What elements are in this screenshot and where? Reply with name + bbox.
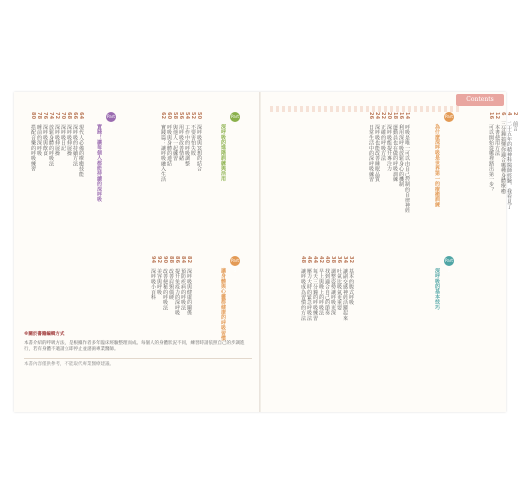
toc-column-part2 bbox=[300, 256, 354, 321]
toc-item[interactable]: 88 改善肩頸僵硬 bbox=[168, 256, 174, 300]
toc-item[interactable]: 56 用呼吸改善情緒 bbox=[178, 112, 184, 161]
toc-column-part5 bbox=[150, 256, 192, 315]
contents-title: Contents bbox=[466, 96, 494, 103]
toc-item[interactable]: 26 日常生活中的深呼吸練習 bbox=[368, 112, 374, 182]
toc-item[interactable]: 36 吐氣比吸氣更重要 bbox=[336, 256, 342, 311]
toc-item[interactable]: 58 與他人一起練習 bbox=[172, 112, 178, 161]
toc-item[interactable]: 16 可以開始從哪裡踏出第一步？ bbox=[488, 112, 494, 193]
toc-item[interactable]: 94 深呼吸小百科 bbox=[150, 256, 156, 300]
toc-column-part1 bbox=[368, 112, 410, 213]
part5-heading: 讓身體與心靈都健康的呼吸習慣 bbox=[220, 268, 226, 341]
toc-item[interactable]: 62 實踐篇：讓呼吸融入生活 bbox=[160, 112, 166, 182]
toc-item[interactable]: 52 不要害怕失敗 bbox=[190, 112, 196, 156]
toc-item[interactable]: 32 基本的腹式呼吸 bbox=[348, 256, 354, 305]
notes-body: 本書介紹的呼吸方法，是根據作者多年臨床經驗整理而成。每個人的身體狀況不同，練習時請依照自己的步調進行，若有身體不適請立即停止並諮詢專業醫師。 bbox=[24, 340, 245, 352]
toc-item[interactable]: 44 每天三分鐘的呼吸練習 bbox=[312, 256, 318, 321]
toc-item[interactable]: 60 呼吸與身體的連結 bbox=[166, 112, 172, 167]
toc-item[interactable]: 84 預防疾病的呼吸法 bbox=[180, 256, 186, 311]
part2-heading: 深呼吸的基本技巧 bbox=[434, 268, 440, 310]
toc-item[interactable]: 92 美容與呼吸 bbox=[156, 256, 162, 295]
toc-item[interactable]: 82 深呼吸與健康的關係 bbox=[186, 256, 192, 316]
decorative-stripes bbox=[270, 106, 460, 112]
toc-item[interactable]: 34 讓副交感神經活躍起來 bbox=[342, 256, 348, 321]
toc-item[interactable]: 50 深呼吸與冥想的結合 bbox=[196, 112, 202, 172]
editorial-notes bbox=[24, 332, 252, 368]
part3-heading: 深呼吸的進階訓練與活用 bbox=[220, 124, 226, 182]
part-badge: Part 2 bbox=[445, 258, 453, 273]
toc-item[interactable]: 40 找到適合自己的節奏 bbox=[324, 256, 330, 316]
part-badge: Part 3 bbox=[231, 114, 239, 129]
toc-column-part4 bbox=[30, 112, 84, 177]
toc-item[interactable]: 42 早上與晚上的呼吸法 bbox=[318, 256, 324, 316]
toc-item[interactable]: 18 運動員也在做的呼吸訓練 bbox=[392, 112, 398, 182]
toc-item[interactable]: 24 深呼吸也能改善睡眠品質 bbox=[374, 112, 380, 182]
contents-tag bbox=[456, 94, 504, 106]
toc-item[interactable]: 16 利用深呼吸放鬆身心的機制 bbox=[398, 112, 404, 187]
toc-item[interactable]: 2 前言 bbox=[512, 112, 518, 132]
toc-item[interactable]: 74 放鬆身體的呼吸法 bbox=[48, 112, 54, 167]
toc-item[interactable]: 66 深呼吸的持續方法 bbox=[72, 112, 78, 167]
toc-item[interactable]: 22 正確的呼吸方法 bbox=[380, 112, 386, 161]
notes-footer: 本書內容僅供參考，不能取代專業醫療建議。 bbox=[24, 358, 252, 369]
toc-item[interactable]: 54 工作中的呼吸調整 bbox=[184, 112, 190, 167]
toc-column-prelude bbox=[488, 112, 518, 209]
toc-item[interactable]: 4 二十五年的精神科醫師經驗，我看見了 bbox=[506, 112, 512, 210]
toc-item[interactable]: 90 改善便秘的呼吸法 bbox=[162, 256, 168, 311]
toc-item[interactable]: 48 讓呼吸成為習慣的方法 bbox=[300, 256, 306, 321]
toc-column-part3 bbox=[160, 112, 202, 182]
part-badge: Part 4 bbox=[107, 114, 115, 129]
notes-title: ※關於書籍編輯方式 bbox=[24, 332, 65, 337]
toc-item[interactable]: 76 深呼吸與飲食 bbox=[42, 112, 48, 156]
part-badge: Part 1 bbox=[445, 114, 453, 129]
toc-item[interactable]: 14 呼吸是唯一可以由自己控制的自律神經 bbox=[404, 112, 410, 213]
toc-item[interactable]: 64 現代人必備的療癒技能 bbox=[78, 112, 84, 177]
toc-item[interactable]: 46 壓力大時的緊急呼吸法 bbox=[306, 256, 312, 321]
toc-item[interactable]: 78 睡前的深呼吸 bbox=[36, 112, 42, 156]
toc-item[interactable]: 38 調整姿勢讓呼吸更深 bbox=[330, 256, 336, 316]
toc-item[interactable]: 86 提升免疫力的深呼吸 bbox=[174, 256, 180, 316]
toc-item[interactable]: 72 深呼吸伸展操 bbox=[54, 112, 60, 156]
toc-item[interactable]: 80 搭配音樂的呼吸練習 bbox=[30, 112, 36, 172]
part1-heading: 為什麼深呼吸是世界第一的療癒訓練 bbox=[434, 124, 440, 208]
toc-item[interactable]: 68 深呼吸伸展操 bbox=[66, 112, 72, 156]
toc-item[interactable]: 6 三分鐘搞懂你適合哪種身體療癒 bbox=[500, 112, 506, 194]
toc-item[interactable]: 20 深呼吸能提升專注力 bbox=[386, 112, 392, 172]
part4-heading: 實踐！讓每個人都能持續的深呼吸 bbox=[96, 124, 102, 202]
toc-item[interactable]: 70 深呼吸日記 bbox=[60, 112, 66, 151]
part-badge: Part 5 bbox=[231, 258, 239, 273]
toc-item[interactable]: 12 本書使用方法 bbox=[494, 112, 500, 156]
book-gutter bbox=[259, 92, 261, 412]
